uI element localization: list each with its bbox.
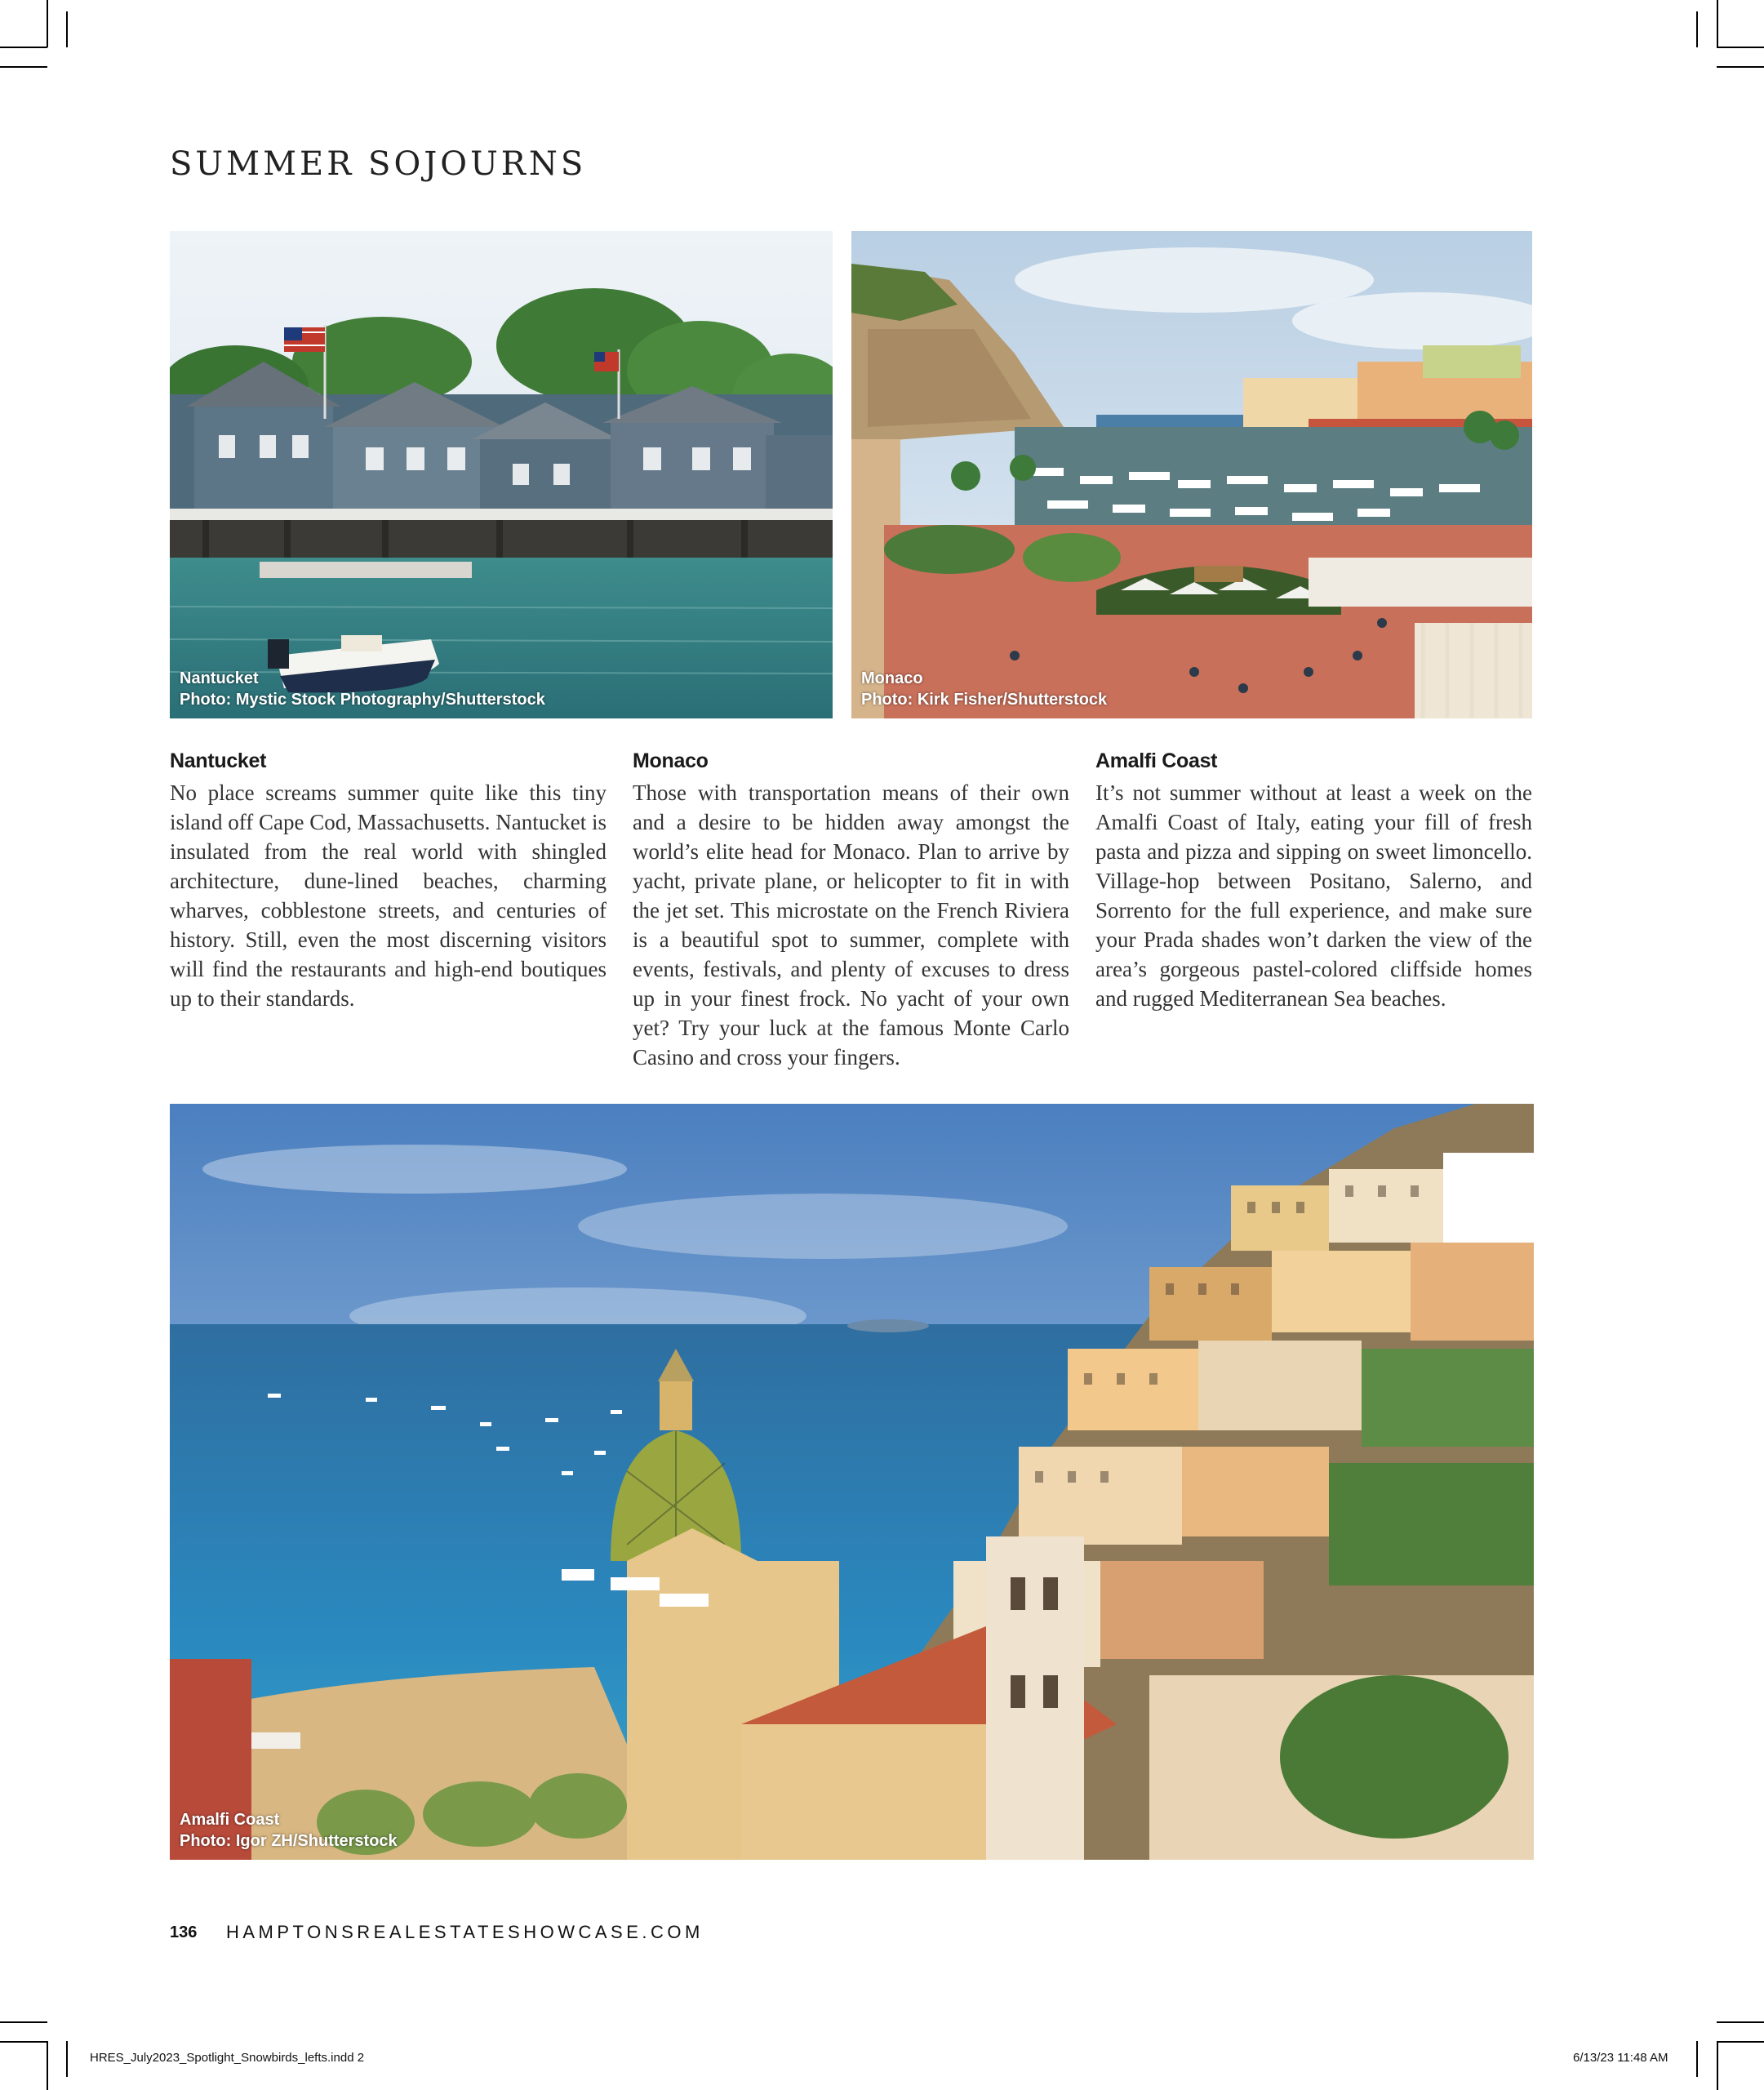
article-heading: Nantucket [170,749,267,772]
crop-mark [66,11,68,47]
crop-mark [1717,2041,1718,2090]
print-timestamp: 6/13/23 11:48 AM [1573,2051,1668,2065]
crop-mark [1696,11,1698,47]
caption-credit: Photo: Kirk Fisher/Shutterstock [861,691,1108,709]
crop-mark [0,2041,47,2043]
crop-mark [1696,2041,1698,2077]
article-body: It’s not summer without at least a week on the Amalfi Coast of Italy, eating your fill of fresh pasta and pizza and sipping on sweet limoncello. Village-hop between Positano, Salerno, and Sorrento for the full experience, and make sure your Prada shades won’t darken the view of the area’s gorgeous pastel-colored cliffside homes and rugged Mediterranean Sea beaches. [1095,780,1532,1011]
article-amalfi [1095,749,1532,1013]
section-title: SUMMER SOJOURNS [170,145,587,183]
crop-mark [66,2041,68,2077]
crop-mark [1717,66,1764,68]
article-body: Those with transportation means of their own and a desire to be hidden away amongst the world’s elite head for Monaco. Plan to arrive by yacht, private plane, or helicopter to fit in with the jet set. This microstate on the French Riviera is a beautiful spot to summer, complete with events, festivals, and plenty of excuses to dress up in your finest frock. No yacht of your own yet? Try your luck at the famous Monte Carlo Casino and cross your fingers. [633,780,1069,1069]
article-monaco [633,749,1069,1072]
amalfi-photo [170,1104,1534,1860]
crop-mark [0,2021,47,2023]
caption-credit: Photo: Igor ZH/Shutterstock [180,1832,398,1850]
nantucket-photo [170,231,833,718]
monaco-photo [851,231,1532,718]
article-heading: Amalfi Coast [1095,749,1218,772]
monaco-caption [861,668,1107,710]
caption-place: Amalfi Coast [180,1811,280,1829]
crop-mark [1717,47,1764,48]
crop-mark [1717,0,1718,47]
crop-mark [1717,2041,1764,2043]
crop-mark [47,0,48,47]
article-nantucket [170,749,607,1013]
caption-credit: Photo: Mystic Stock Photography/Shutterstock [180,691,545,709]
crop-mark [1717,2021,1764,2023]
article-heading: Monaco [633,749,709,772]
crop-mark [47,2041,48,2090]
page-number: 136 [170,1923,198,1941]
website-url: HAMPTONSREALESTATESHOWCASE.COM [226,1922,704,1942]
crop-mark [0,47,47,48]
caption-place: Monaco [861,669,923,687]
amalfi-caption [180,1809,398,1852]
article-body: No place screams summer quite like this tiny island off Cape Cod, Massachusetts. Nantucket is insulated from the real world with shingled architecture, dune-lined beaches, charming wharves, cobblestone streets, and centuries of history. Still, even the most discerning visitors will find the restaurants and high-end boutiques up to their standards. [170,780,607,1011]
caption-place: Nantucket [180,669,259,687]
file-slug: HRES_July2023_Spotlight_Snowbirds_lefts.indd 2 [90,2051,365,2065]
crop-mark [0,66,47,68]
nantucket-caption [180,668,545,710]
